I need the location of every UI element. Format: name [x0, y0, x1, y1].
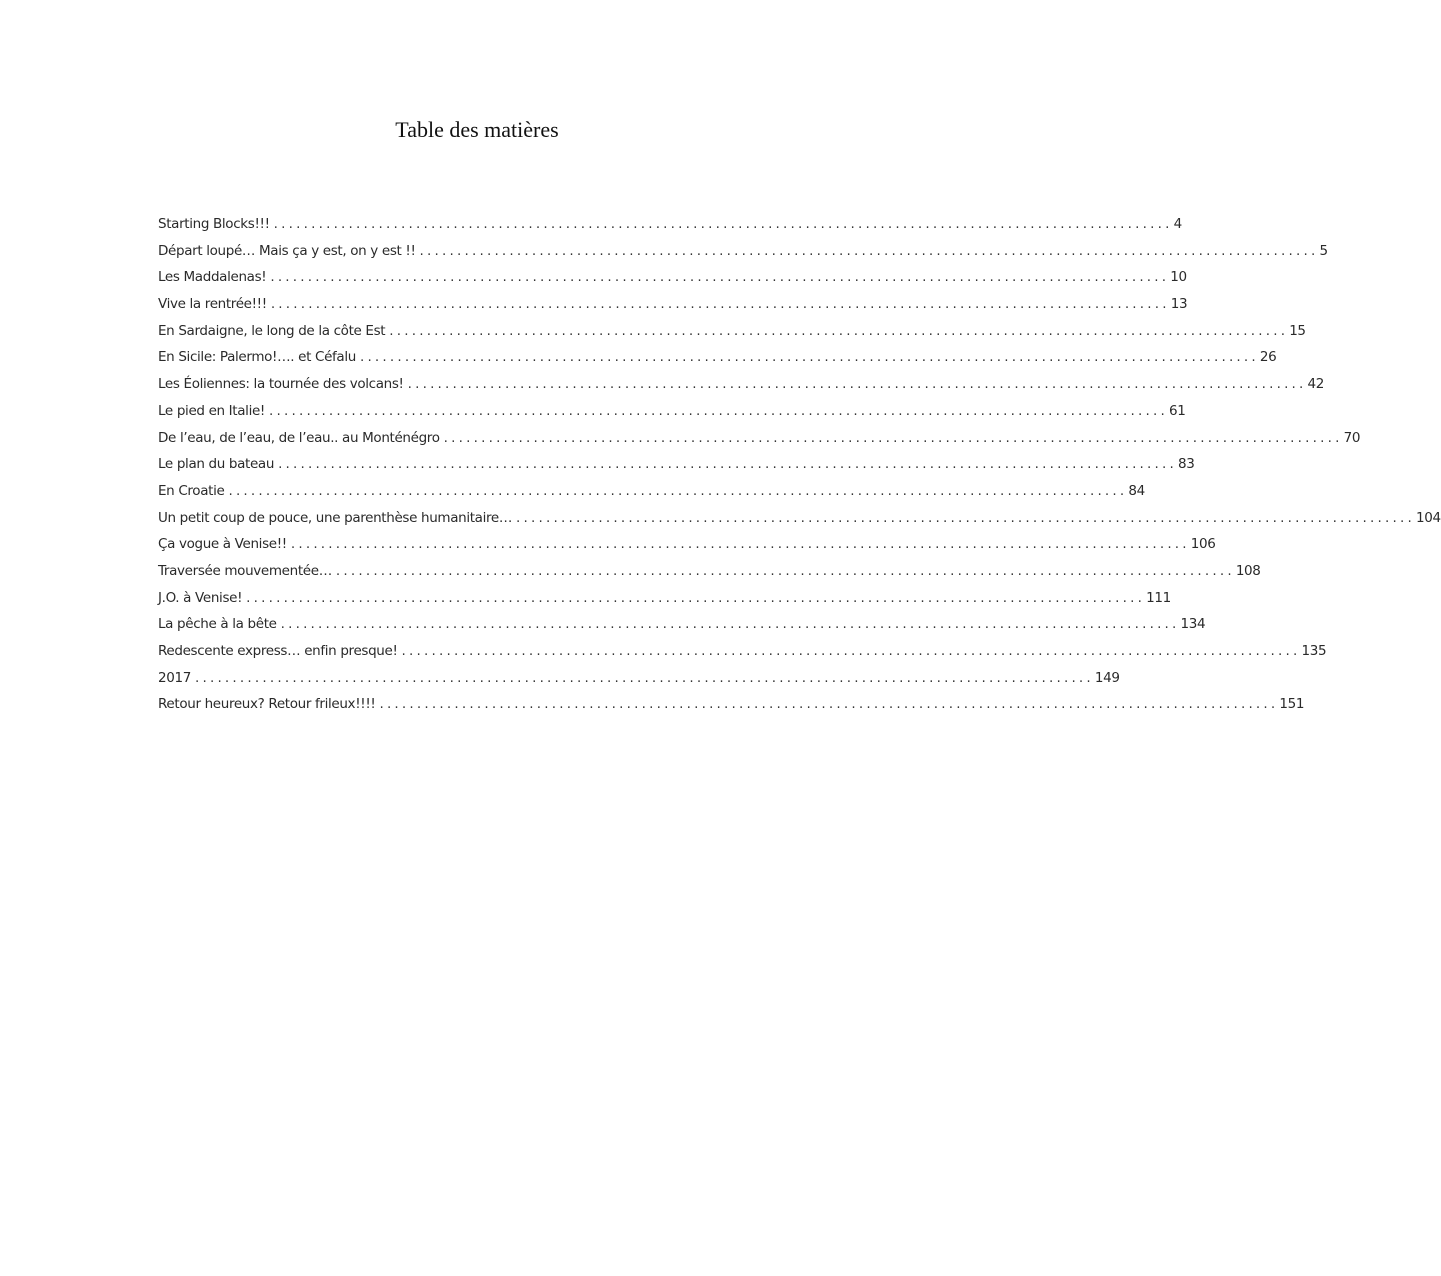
- toc-entry[interactable]: [158, 665, 1120, 692]
- toc-entry-title: En Sicile: Palermo!…. et Céfalu: [158, 349, 356, 366]
- dot-leader: ........................................................................................................................: [270, 296, 1170, 313]
- dot-leader: ........................................................................................................................: [359, 349, 1259, 366]
- toc-entry[interactable]: [158, 264, 1187, 291]
- toc-entry-title: Redescente express… enfin presque!: [158, 643, 398, 659]
- dot-leader: ........................................................................................................................: [278, 456, 1178, 473]
- toc-entry[interactable]: [158, 558, 1261, 585]
- toc-page-number: 4: [1173, 216, 1182, 232]
- toc-page-number: 26: [1259, 349, 1277, 366]
- dot-leader: ........................................................................................................................: [407, 376, 1307, 393]
- toc-page-number: 13: [1170, 296, 1188, 313]
- toc-entry-title: Traversée mouvementée…: [158, 562, 332, 579]
- toc-page-number: 111: [1146, 589, 1171, 606]
- toc-entry-title: Départ loupé… Mais ça y est, on y est !!: [158, 242, 416, 259]
- dot-leader: ........................................................................................................................: [194, 669, 1094, 686]
- toc-page-number: 149: [1094, 669, 1120, 686]
- toc-entry[interactable]: [158, 691, 1305, 718]
- toc-entry-title: Les Maddalenas!: [158, 269, 267, 286]
- toc-entry[interactable]: [158, 291, 1188, 318]
- toc-entry[interactable]: [158, 425, 1361, 452]
- dot-leader: ........................................................................................................................: [290, 536, 1190, 553]
- toc-entry[interactable]: [158, 611, 1206, 638]
- toc-page-number: 42: [1307, 376, 1325, 393]
- toc-page-number: 15: [1289, 322, 1306, 339]
- dot-leader: ........................................................................................................................: [389, 322, 1289, 339]
- toc-entry[interactable]: [158, 451, 1195, 478]
- toc-entry-title: Retour heureux? Retour frileux!!!!: [158, 696, 376, 713]
- toc-page-number: 70: [1343, 429, 1361, 446]
- dot-leader: ........................................................................................................................: [379, 696, 1279, 713]
- dot-leader: ........................................................................................................................: [246, 589, 1146, 606]
- dot-leader: ........................................................................................................................: [443, 429, 1343, 446]
- dot-leader: ........................................................................................................................: [516, 509, 1415, 526]
- toc-entry[interactable]: [158, 505, 1441, 532]
- table-of-contents: [158, 211, 1441, 718]
- toc-entry-title: En Croatie: [158, 482, 225, 499]
- toc-entry-title: De l’eau, de l’eau, de l’eau.. au Monténégro: [158, 429, 440, 446]
- dot-leader: ........................................................................................................................: [419, 242, 1319, 259]
- dot-leader: ........................................................................................................................: [273, 216, 1173, 232]
- toc-entry-title: La pêche à la bête: [158, 616, 277, 633]
- toc-entry-title: En Sardaigne, le long de la côte Est: [158, 322, 386, 339]
- toc-page-number: 61: [1168, 402, 1186, 419]
- toc-entry[interactable]: [158, 238, 1328, 265]
- toc-entry[interactable]: [158, 585, 1171, 612]
- toc-page-number: 83: [1178, 456, 1195, 473]
- page-title: Table des matières: [395, 117, 559, 142]
- toc-entry[interactable]: [158, 344, 1277, 371]
- toc-entry-title: Vive la rentrée!!!: [158, 296, 267, 313]
- toc-entry-title: Le pied en Italie!: [158, 402, 265, 419]
- toc-entry-title: Ça vogue à Venise!!: [158, 536, 287, 553]
- toc-page-number: 151: [1279, 696, 1305, 713]
- toc-entry-title: 2017: [158, 669, 191, 686]
- toc-entry-title: Un petit coup de pouce, une parenthèse humanitaire…: [158, 509, 513, 526]
- toc-entry[interactable]: [158, 371, 1325, 398]
- toc-page-number: 134: [1180, 616, 1206, 633]
- dot-leader: ........................................................................................................................: [280, 616, 1180, 633]
- dot-leader: ........................................................................................................................: [228, 482, 1128, 499]
- toc-page-number: 84: [1128, 482, 1145, 499]
- toc-page-number: 10: [1170, 269, 1187, 286]
- toc-entry[interactable]: [158, 478, 1145, 505]
- dot-leader: ........................................................................................................................: [270, 269, 1170, 286]
- toc-page-number: 108: [1235, 562, 1261, 579]
- toc-entry-title: J.O. à Venise!: [158, 589, 243, 606]
- dot-leader: ........................................................................................................................: [401, 643, 1301, 659]
- dot-leader: ........................................................................................................................: [335, 562, 1235, 579]
- toc-entry[interactable]: [158, 531, 1216, 558]
- toc-entry[interactable]: [158, 398, 1186, 425]
- toc-entry[interactable]: [158, 638, 1327, 665]
- toc-page-number: 5: [1319, 242, 1328, 259]
- toc-entry[interactable]: [158, 211, 1182, 238]
- toc-entry-title: Les Éoliennes: la tournée des volcans!: [158, 376, 404, 393]
- toc-page-number: 135: [1301, 643, 1327, 659]
- toc-page-number: 106: [1190, 536, 1216, 553]
- toc-entry-title: Le plan du bateau: [158, 456, 275, 473]
- dot-leader: ........................................................................................................................: [269, 402, 1168, 419]
- toc-page-number: 104: [1415, 509, 1441, 526]
- toc-entry-title: Starting Blocks!!!: [158, 216, 270, 232]
- toc-entry[interactable]: [158, 318, 1306, 345]
